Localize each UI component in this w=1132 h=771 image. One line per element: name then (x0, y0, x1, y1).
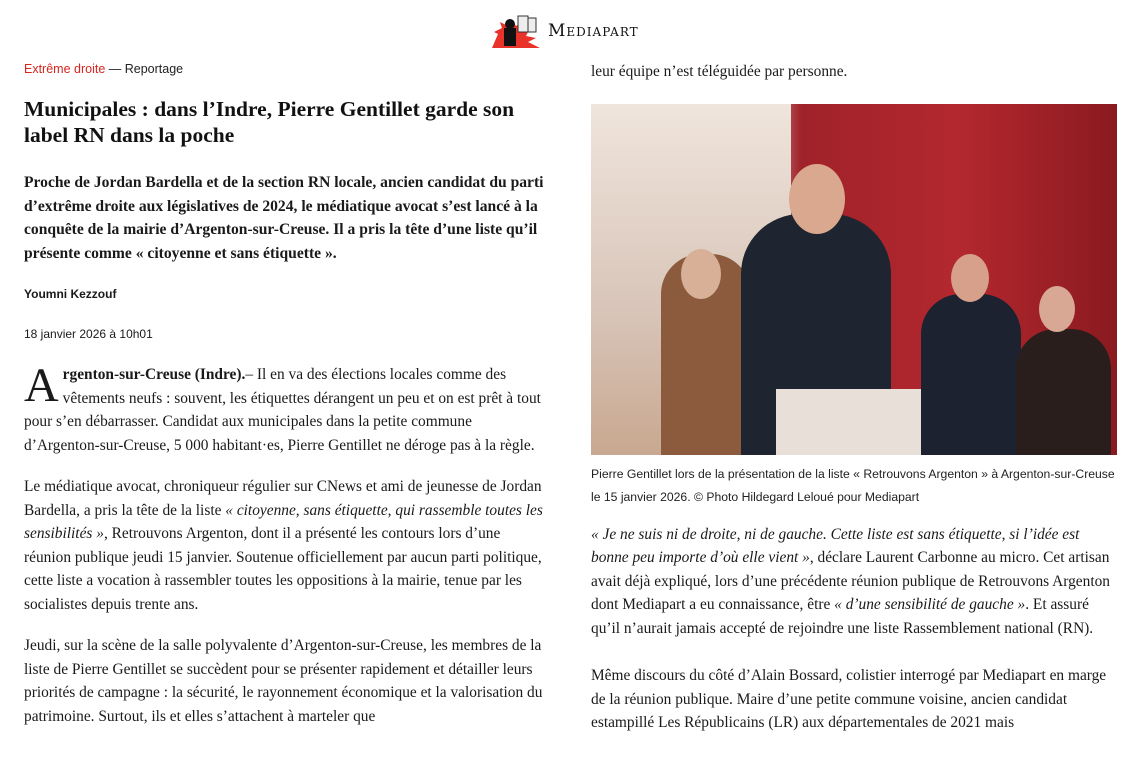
quote: « Je ne suis ni de droite, ni de gauche. Cette liste est sans étiquette, si l’idée est bonne peu importe d’où elle vient » (591, 525, 1080, 566)
article-kicker (24, 62, 546, 76)
article-lead: Proche de Jordan Bardella et de la section RN locale, ancien candidat du parti d’extrême droite aux législatives de 2024, le médiatique avocat s’est lancé à la conquête de la mairie d’Argenton-sur-Creuse. Il a pris la tête d’une liste qu’il présente comme « citoyenne et sans étiquette ». (24, 174, 544, 262)
paragraph-3-continued: leur équipe n’est téléguidée par personne. (591, 63, 848, 80)
photo-caption: Pierre Gentillet lors de la présentation de la liste « Retrouvons Argenton » à Argenton-sur-Creuse le 15 janvier 2026. © Photo Hildegard Leloué pour Mediapart (591, 466, 1115, 504)
paragraph-text: Le médiatique avocat, chroniqueur régulier sur CNews et ami de jeunesse de Jordan Bardella, a pris la tête de la liste (24, 478, 542, 519)
quote: « citoyenne, sans étiquette, qui rassemble toutes les sensibilités » (24, 501, 543, 542)
article-left-column (24, 62, 546, 728)
drop-cap: A (24, 359, 59, 412)
author-link[interactable]: Youmni Kezzouf (24, 287, 117, 301)
article-title: Municipales : dans l’Indre, Pierre Gentillet garde son label RN dans la poche (24, 97, 515, 147)
kicker-separator: — (105, 62, 125, 76)
rubric-link[interactable]: Extrême droite (24, 62, 106, 76)
dateline: rgenton-sur-Creuse (Indre). (62, 366, 246, 383)
paragraph-5: Même discours du côté d’Alain Bossard, colistier interrogé par Mediapart en marge de la réunion publique. Maire d’une petite commune voisine, ancien candidat estampillé Les Républicains (LR) aux départementales de 2021 mais (591, 667, 1107, 731)
paragraph-text: , déclare Laurent Carbonne au micro. Cet artisan avait déjà expliqué, lors d’une précédente réunion publique de Retrouvons Argenton dont Mediapart a eu connaissance, être (591, 549, 1110, 613)
publish-date: 18 janvier 2026 à 10h01 (24, 327, 153, 341)
paragraph-3: Jeudi, sur la scène de la salle polyvalente d’Argenton-sur-Creuse, les membres de la liste de Pierre Gentillet se succèdent pour se présenter rapidement et détailler leurs priorités de campagne : la sécurité, le rayonnement économique et la valorisation du patrimoine. Surtout, ils et elles s’attachent à marteler que (24, 637, 543, 725)
mediapart-logo[interactable] (492, 14, 639, 48)
photo-head (789, 164, 845, 234)
article-right-column (591, 60, 1119, 735)
photo-head (681, 249, 721, 299)
photo-head (1039, 286, 1075, 332)
paragraph-text: , Retrouvons Argenton, dont il a présenté les contours lors d’une réunion publique jeudi 15 janvier. Soutenue officiellement par aucun parti politique, cette liste a vocation à rassembler toutes les oppositions à la mairie, tenue par les socialistes depuis trente ans. (24, 525, 542, 613)
article-photo[interactable] (591, 104, 1117, 455)
article-genre: Reportage (124, 62, 184, 76)
paragraph-text: – Il en va des élections locales comme des vêtements neufs : souvent, les étiquettes dérangent un peu et on est prêt à tout pour s’en débarrasser. Candidat aux municipales dans la petite commune d’Argenton-sur-Creuse, 5 000 habitant·es, Pierre Gentillet ne déroge pas à la règle. (24, 366, 541, 454)
logo-crier-icon (492, 14, 540, 48)
paragraph-4 (591, 523, 1119, 641)
paragraph-text: . Et assuré qu’il n’aurait jamais accepté de rejoindre une liste Rassemblement national (RN). (591, 596, 1094, 637)
paragraph-1 (24, 359, 546, 457)
photo-person (1016, 329, 1111, 455)
paragraph-2 (24, 475, 546, 616)
photo-lectern (776, 389, 926, 455)
photo-person (921, 294, 1021, 455)
logo-text: Mediapart (548, 21, 639, 41)
photo-head (951, 254, 989, 302)
quote: « d’une sensibilité de gauche » (834, 596, 1026, 613)
